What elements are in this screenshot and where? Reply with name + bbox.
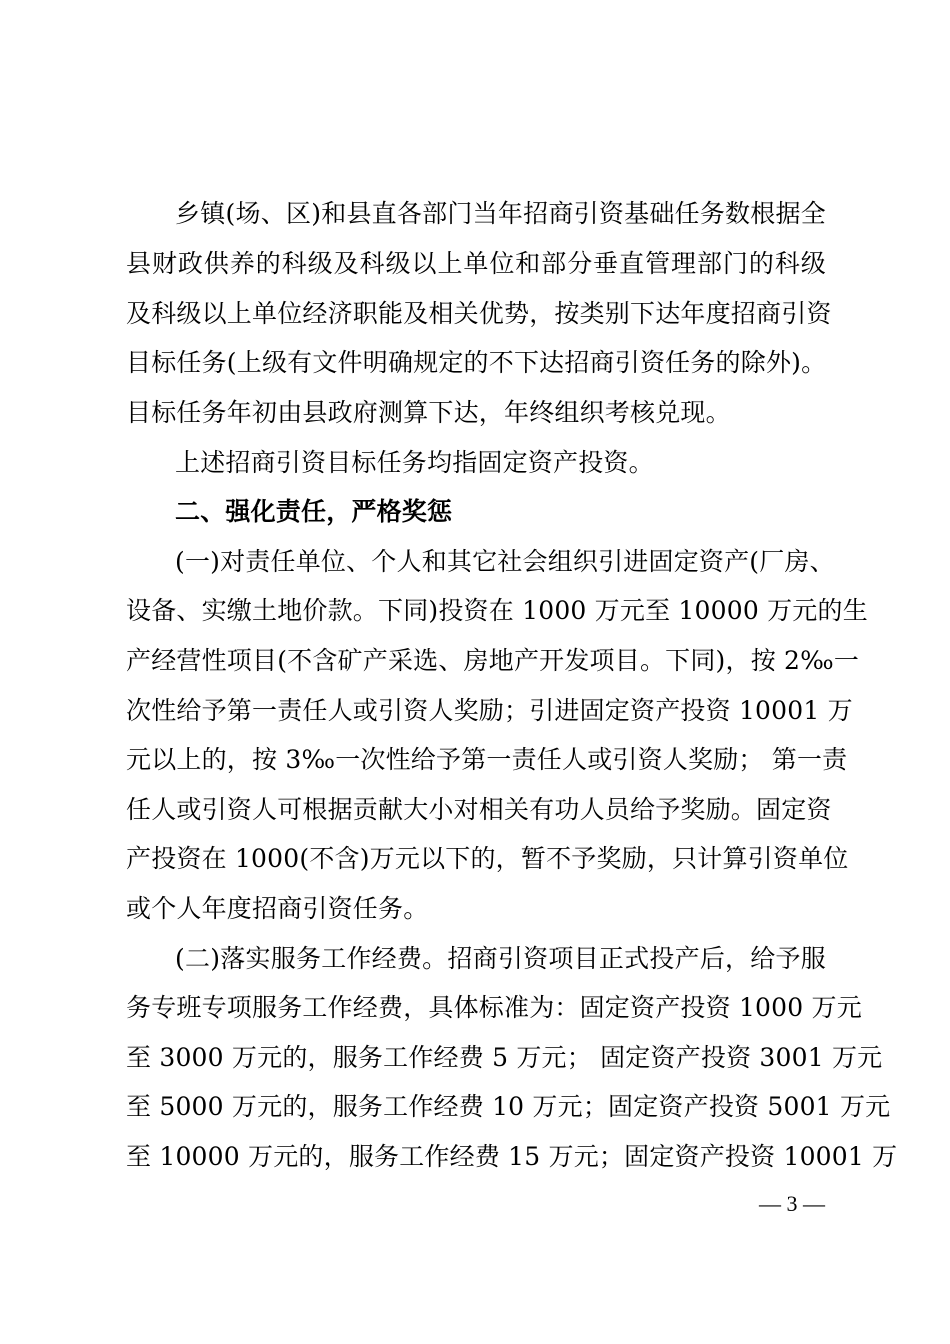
paragraph-line: 至 5000 万元的，服务工作经费 10 万元；固定资产投资 5001 万元	[126, 1092, 891, 1121]
paragraph-line: 产经营性项目(不含矿产采选、房地产开发项目。下同)，按 2‰一	[126, 646, 860, 675]
paragraph-line: (二)落实服务工作经费。招商引资项目正式投产后，给予服	[175, 944, 826, 973]
paragraph-line: 或个人年度招商引资任务。	[126, 894, 429, 923]
paragraph-line: 次性给予第一责任人或引资人奖励；引进固定资产投资 10001 万	[126, 696, 853, 725]
paragraph-line: 至 3000 万元的，服务工作经费 5 万元； 固定资产投资 3001 万元	[126, 1043, 883, 1072]
paragraph-line: 上述招商引资目标任务均指固定资产投资。	[175, 448, 654, 477]
section-heading: 二、强化责任，严格奖惩	[175, 497, 453, 526]
paragraph-line: 县财政供养的科级及科级以上单位和部分垂直管理部门的科级	[126, 249, 826, 278]
paragraph-line: 目标任务年初由县政府测算下达，年终组织考核兑现。	[126, 398, 731, 427]
paragraph-line: 任人或引资人可根据贡献大小对相关有功人员给予奖励。固定资	[126, 795, 832, 824]
paragraph-line: 务专班专项服务工作经费，具体标准为：固定资产投资 1000 万元	[126, 993, 862, 1022]
paragraph-line: (一)对责任单位、个人和其它社会组织引进固定资产(厂房、	[175, 547, 835, 576]
page-number: — 3 —	[759, 1191, 825, 1216]
paragraph-line: 设备、实缴土地价款。下同)投资在 1000 万元至 10000 万元的生	[126, 596, 868, 625]
paragraph-line: 及科级以上单位经济职能及相关优势，按类别下达年度招商引资	[126, 299, 832, 328]
paragraph-line: 乡镇(场、区)和县直各部门当年招商引资基础任务数根据全	[175, 199, 826, 228]
paragraph-line: 目标任务(上级有文件明确规定的不下达招商引资任务的除外)。	[126, 348, 827, 377]
paragraph-line: 元以上的，按 3‰一次性给予第一责任人或引资人奖励； 第一责	[126, 745, 848, 774]
paragraph-line: 产投资在 1000(不含)万元以下的，暂不予奖励，只计算引资单位	[126, 844, 849, 873]
paragraph-line: 至 10000 万元的，服务工作经费 15 万元；固定资产投资 10001 万	[126, 1142, 898, 1171]
